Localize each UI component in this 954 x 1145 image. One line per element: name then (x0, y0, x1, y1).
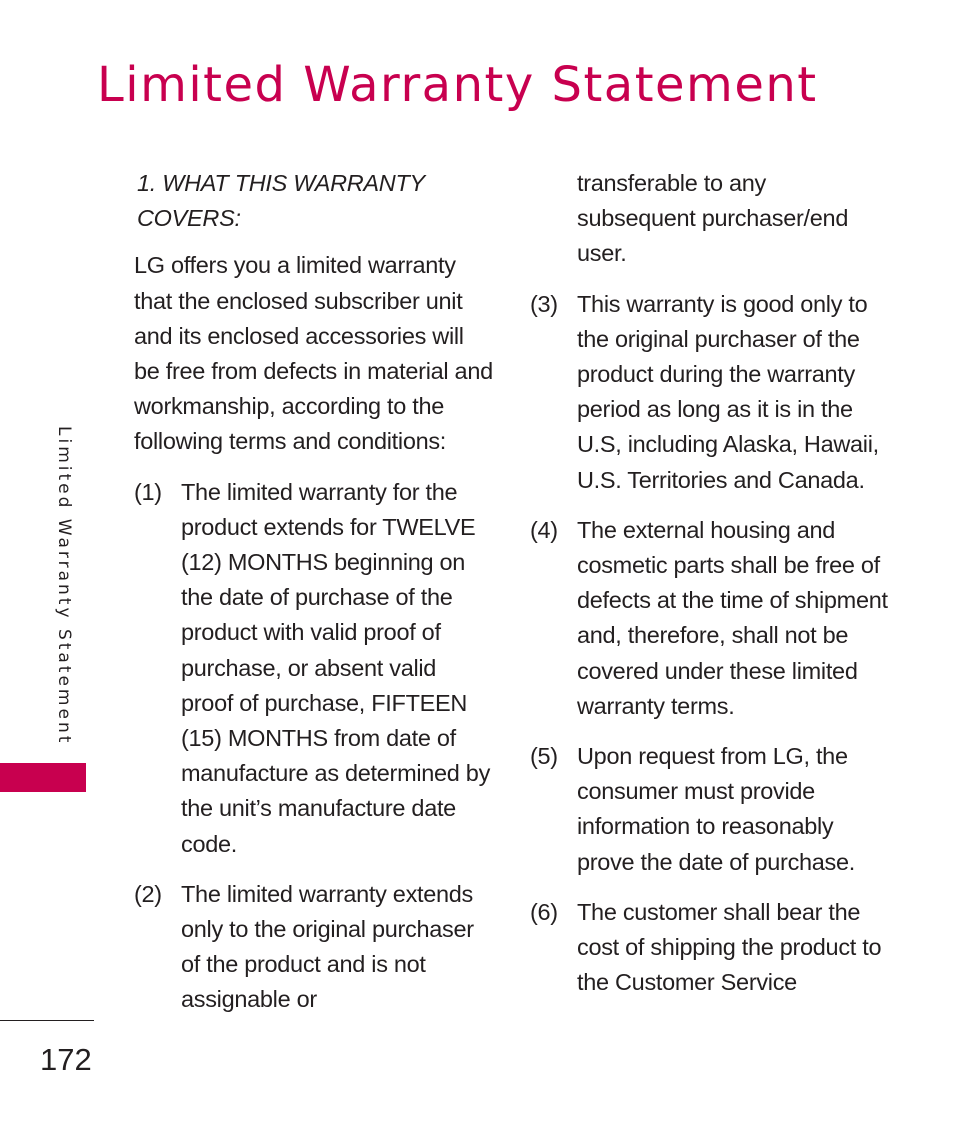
left-column (134, 166, 494, 1033)
list-item-2 (134, 877, 494, 1018)
section-heading (137, 166, 494, 236)
side-section-tab (0, 763, 86, 792)
list-item-2-continued: transferable to any subsequent purchaser/end user. (577, 170, 849, 267)
list-item-4 (530, 513, 890, 724)
list-item-1 (134, 475, 494, 862)
list-item-number: (4) (530, 516, 558, 543)
list-item-number: (1) (134, 478, 162, 505)
list-item-6 (530, 895, 890, 1001)
footer-rule (0, 1020, 94, 1021)
section-heading-line2: COVERS: (137, 205, 241, 232)
list-item-text: The customer shall bear the cost of shipping the product to the Customer Service (577, 898, 882, 996)
list-item-text: The limited warranty for the product extends for TWELVE (12) MONTHS beginning on the date of purchase of the product with valid proof of purchase, or absent valid proof of purchase, FIFTEEN (15) MONTHS from date of manufacture as determined by the unit’s manufacture date code. (181, 478, 491, 857)
list-item-number: (6) (530, 898, 558, 925)
list-item-number: (2) (134, 880, 162, 907)
list-item-text: The external housing and cosmetic parts shall be free of defects at the time of shipment and, therefore, shall not be covered under these limited warranty terms. (577, 516, 888, 719)
list-item-3 (530, 287, 890, 498)
list-item-text: Upon request from LG, the consumer must provide information to reasonably prove the date of purchase. (577, 743, 856, 875)
list-item-number: (5) (530, 743, 558, 770)
list-item-number: (3) (530, 290, 558, 317)
intro-paragraph: LG offers you a limited warranty that the enclosed subscriber unit and its enclosed accessories will be free from defects in material and workmanship, according to the following terms and conditions: (134, 252, 493, 455)
page-title: Limited Warranty Statement (97, 57, 818, 113)
side-section-label: Limited Warranty Statement (54, 426, 74, 746)
list-item-text: The limited warranty extends only to the original purchaser of the product and is not assignable or (181, 880, 474, 1013)
right-column (530, 166, 890, 1015)
section-heading-line1: 1. WHAT THIS WARRANTY (137, 170, 425, 196)
list-item-text: This warranty is good only to the original purchaser of the product during the warranty period as long as it is in the U.S, including Alaska, Hawaii, U.S. Territories and Canada. (577, 290, 879, 493)
page-number: 172 (40, 1042, 92, 1077)
list-item-5 (530, 739, 890, 880)
